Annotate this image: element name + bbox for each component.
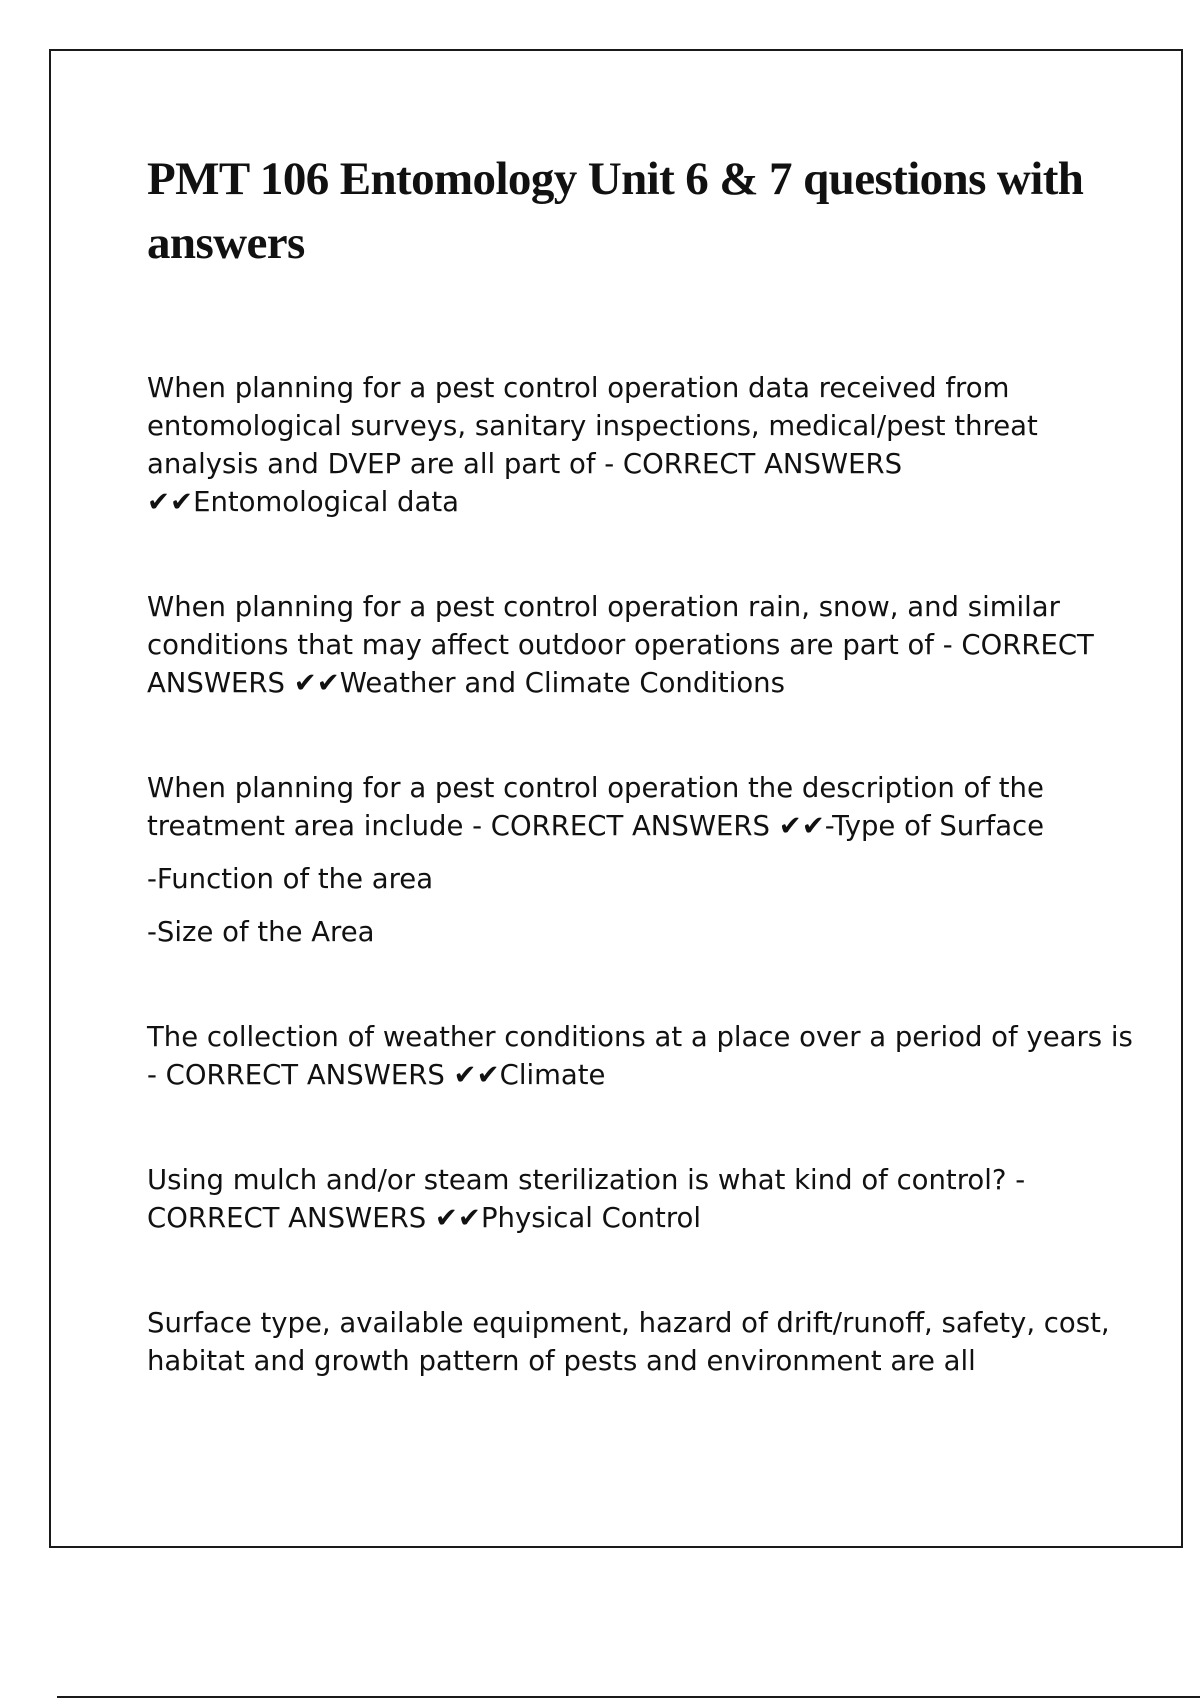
- qa-item: [147, 769, 1137, 951]
- qa-item: [147, 588, 1137, 702]
- qa-answer-line: -Function of the area: [147, 863, 434, 895]
- qa-item: [147, 1161, 1137, 1237]
- qa-item: [147, 1304, 1137, 1380]
- qa-item: [147, 369, 1137, 521]
- qa-text: The collection of weather conditions at a place over a period of years is - CORRECT ANSWERS ✔✔Climate: [147, 1021, 1133, 1091]
- footer-divider: [57, 1696, 1200, 1698]
- qa-text: Using mulch and/or steam sterilization is what kind of control? - CORRECT ANSWERS ✔✔Physical Control: [147, 1164, 1026, 1234]
- page-frame: [49, 49, 1183, 1548]
- qa-answer-line: -Size of the Area: [147, 916, 375, 948]
- qa-list: [147, 369, 1137, 1380]
- qa-text: Surface type, available equipment, hazard of drift/runoff, safety, cost, habitat and growth pattern of pests and environment are all: [147, 1307, 1110, 1377]
- qa-text: When planning for a pest control operation the description of the treatment area include - CORRECT ANSWERS ✔✔-Type of Surface: [147, 772, 1045, 842]
- qa-text: When planning for a pest control operation rain, snow, and similar conditions that may affect outdoor operations are part of - CORRECT ANSWERS ✔✔Weather and Climate Conditions: [147, 591, 1094, 699]
- qa-text: When planning for a pest control operation data received from entomological surveys, sanitary inspections, medical/pest threat analysis and DVEP are all part of - CORRECT ANSWERS ✔✔Entomological data: [147, 372, 1038, 518]
- qa-item: [147, 1018, 1137, 1094]
- document-title: PMT 106 Entomology Unit 6 & 7 questions with answers: [147, 153, 1084, 269]
